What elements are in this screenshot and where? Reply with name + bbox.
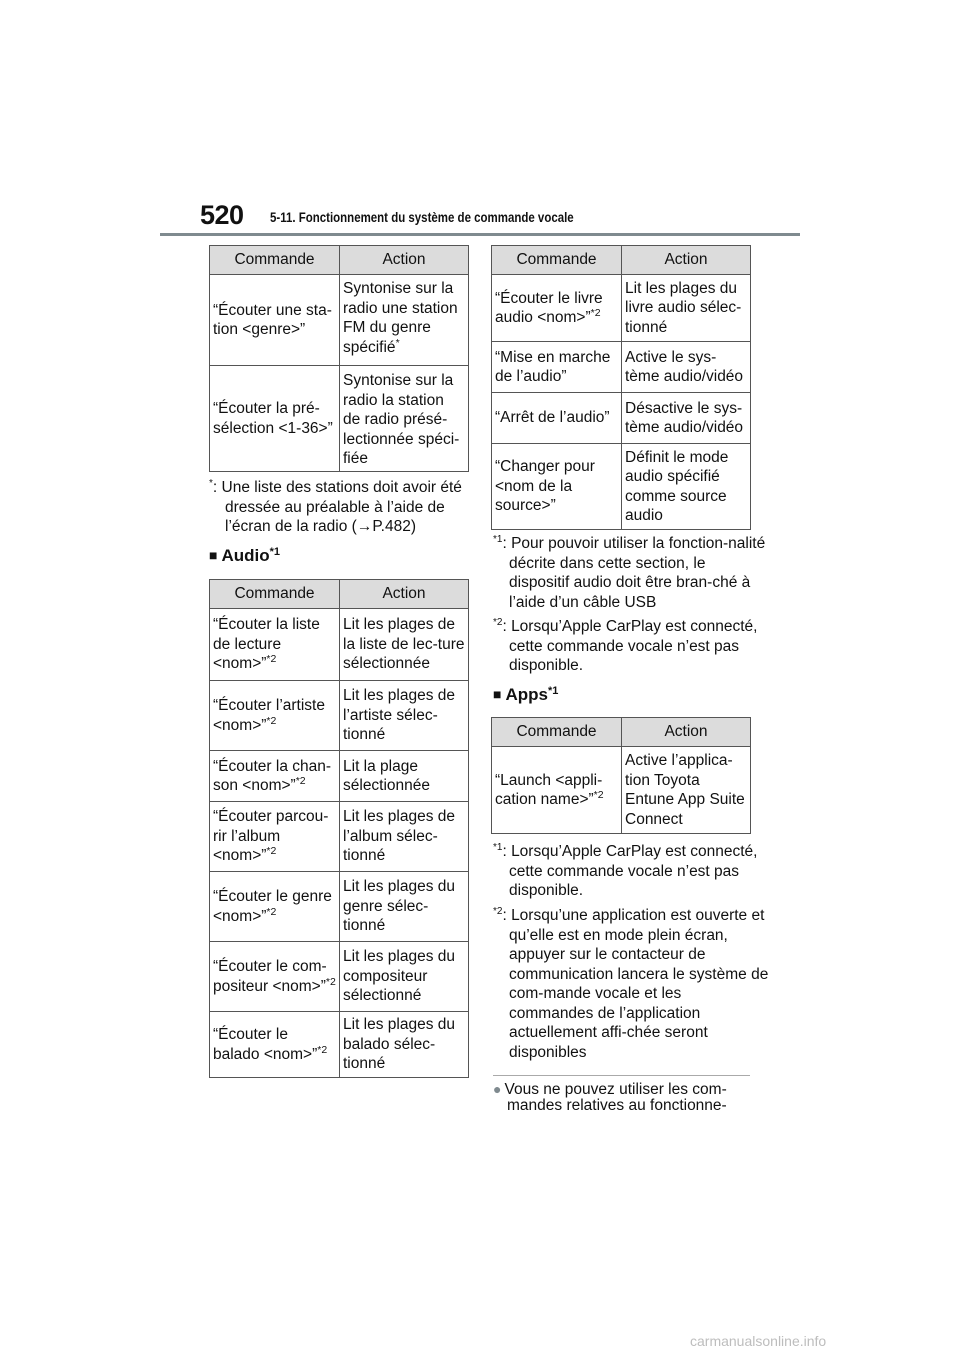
page-number: 520 <box>200 200 244 230</box>
apps-heading: ■ Apps$^{*1}$ <box>493 685 559 704</box>
table-row <box>210 942 469 1012</box>
column-header-action: Action <box>622 718 751 747</box>
table-header-row <box>210 580 469 609</box>
table-row <box>492 342 751 393</box>
command-cell: “Écouter la chan-son <nom>”$^{*2}$ <box>210 751 340 802</box>
action-cell: Désactive le sys-tème audio/vidéo <box>622 393 751 444</box>
table-row <box>210 802 469 872</box>
radio-command-table <box>209 245 469 472</box>
command-cell: “Arrêt de l’audio” <box>492 393 622 444</box>
table-row <box>210 275 469 366</box>
action-cell: Lit les plages de l’artiste sélec-tionné <box>340 681 469 751</box>
action-cell: Active le sys-tème audio/vidéo <box>622 342 751 393</box>
bullet-icon: ● <box>493 1081 502 1097</box>
table-row <box>492 393 751 444</box>
command-cell: “Écouter une sta-tion <genre>” <box>210 275 340 366</box>
action-cell: Définit le mode audio spécifié comme source audio <box>622 444 751 530</box>
footnote-audio-1: $^{*1}$: Pour pouvoir utiliser la fonction-nalité décrite dans cette section, le dispositif audio doit être bran-ché à l’aide d’un câble USB <box>493 534 766 611</box>
command-cell: “Écouter le livre audio <nom>”$^{*2}$ <box>492 275 622 342</box>
column-header-command: Commande <box>210 580 340 609</box>
action-cell: Active l’applica-tion Toyota Entune App Suite Connect <box>622 747 751 834</box>
command-cell: “Écouter parcou-rir l’album <nom>”$^{*2}$ <box>210 802 340 872</box>
command-cell: “Launch <appli-cation name>”$^{*2}$ <box>492 747 622 834</box>
audio-command-table-continued <box>491 245 751 530</box>
table-header-row <box>210 246 469 275</box>
column-header-action: Action <box>622 246 751 275</box>
section-title: 5-11. Fonctionnement du système de commande vocale <box>270 209 574 225</box>
action-cell: Lit les plages du compositeur sélectionné <box>340 942 469 1012</box>
apps-command-table <box>491 717 751 834</box>
action-cell: Lit les plages de l’album sélec-tionné <box>340 802 469 872</box>
action-cell: Lit les plages de la liste de lec-ture sélectionnée <box>340 609 469 681</box>
command-cell: “Écouter l’artiste <nom>”$^{*2}$ <box>210 681 340 751</box>
column-header-command: Commande <box>492 718 622 747</box>
table-row <box>210 751 469 802</box>
command-cell: “Écouter la liste de lecture <nom>”$^{*2}$ <box>210 609 340 681</box>
table-header-row <box>492 246 751 275</box>
action-cell: Lit les plages du livre audio sélec-tionné <box>622 275 751 342</box>
action-cell: Syntonise sur la radio une station FM du genre spécifié* <box>340 275 469 366</box>
header-rule <box>160 233 800 236</box>
table-header-row <box>492 718 751 747</box>
column-header-action: Action <box>340 246 469 275</box>
command-cell: “Mise en marche de l’audio” <box>492 342 622 393</box>
separator-line <box>493 1075 750 1076</box>
table-row <box>492 747 751 834</box>
table-row <box>210 1012 469 1078</box>
command-cell: “Écouter le com-positeur <nom>”$^{*2}$ <box>210 942 340 1012</box>
action-cell: Syntonise sur la radio la station de radio présé-lectionnée spéci-fiée <box>340 366 469 472</box>
footnote-apps-1: $^{*1}$: Lorsqu’Apple CarPlay est connecté, cette commande vocale n’est pas disponible. <box>493 842 758 899</box>
footnote-audio-2: $^{*2}$: Lorsqu’Apple CarPlay est connecté, cette commande vocale n’est pas disponible. <box>493 617 758 674</box>
column-header-command: Commande <box>492 246 622 275</box>
table-row <box>210 609 469 681</box>
bullet-paragraph: ● Vous ne pouvez utiliser les com-mandes relatives au fonctionne- <box>493 1081 727 1114</box>
audio-heading: ■ Audio$^{*1}$ <box>209 546 281 565</box>
table-row <box>210 872 469 942</box>
action-cell: Lit la plage sélectionnée <box>340 751 469 802</box>
table-row <box>492 444 751 530</box>
command-cell: “Écouter la pré-sélection <1-36>” <box>210 366 340 472</box>
column-header-command: Commande <box>210 246 340 275</box>
command-cell: “Changer pour <nom de la source>” <box>492 444 622 530</box>
table-row <box>210 366 469 472</box>
table-row <box>492 275 751 342</box>
command-cell: “Écouter le genre <nom>”$^{*2}$ <box>210 872 340 942</box>
action-cell: Lit les plages du genre sélec-tionné <box>340 872 469 942</box>
table-row <box>210 681 469 751</box>
audio-command-table <box>209 579 469 1078</box>
action-cell: Lit les plages du balado sélec-tionné <box>340 1012 469 1078</box>
footnote-apps-2: $^{*2}$: Lorsqu’une application est ouverte et qu’elle est en mode plein écran, appuyer sur le contacteur de communication lancera le système de com-mande vocale et les commandes de l’application actuellement affi-chée seront disponibles <box>493 906 769 1061</box>
command-cell: “Écouter le balado <nom>”$^{*2}$ <box>210 1012 340 1078</box>
column-header-action: Action <box>340 580 469 609</box>
watermark: carmanualsonline.info <box>690 1333 827 1349</box>
footnote-radio: *: Une liste des stations doit avoir été dressée au préalable à l’aide de l’écran de la radio (→P.482) <box>209 478 462 535</box>
